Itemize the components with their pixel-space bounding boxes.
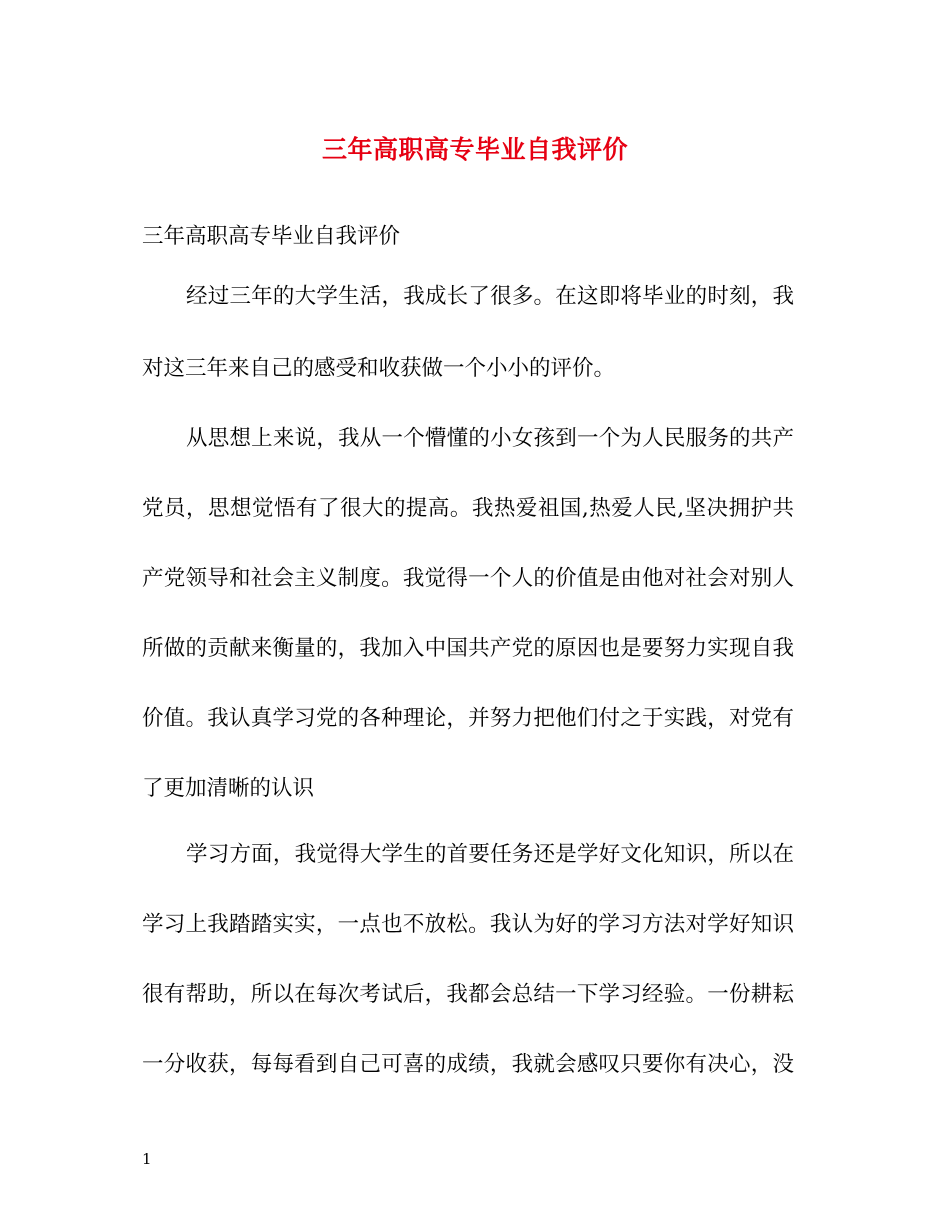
text-line: 党员，思想觉悟有了很大的提高。我热爱祖国,热爱人民,坚决拥护共 [142,496,794,521]
text-line: 学习上我踏踏实实，一点也不放松。我认为好的学习方法对学好知识 [142,912,794,937]
text-line: 学习方面，我觉得大学生的首要任务还是学好文化知识，所以在 [186,842,794,867]
text-line: 所做的贡献来衡量的，我加入中国共产党的原因也是要努力实现自我 [142,636,794,661]
text-line: 了更加清晰的认识 [142,776,315,801]
text-line: 价值。我认真学习党的各种理论，并努力把他们付之于实践，对党有 [142,706,794,731]
text-line: 对这三年来自己的感受和收获做一个小小的评价。 [142,356,616,381]
text-line: 产党领导和社会主义制度。我觉得一个人的价值是由他对社会对别人 [142,566,794,591]
document-title: 三年高职高专毕业自我评价 [321,135,628,164]
page-number: 1 [142,1150,152,1168]
text-line: 从思想上来说，我从一个懵懂的小女孩到一个为人民服务的共产 [186,426,794,451]
text-line: 一分收获，每每看到自己可喜的成绩，我就会感叹只要你有决心，没 [142,1052,794,1077]
text-line: 经过三年的大学生活，我成长了很多。在这即将毕业的时刻，我 [186,284,794,309]
text-line: 很有帮助，所以在每次考试后，我都会总结一下学习经验。一份耕耘 [142,982,794,1007]
section-heading: 三年高职高专毕业自我评价 [142,224,401,249]
